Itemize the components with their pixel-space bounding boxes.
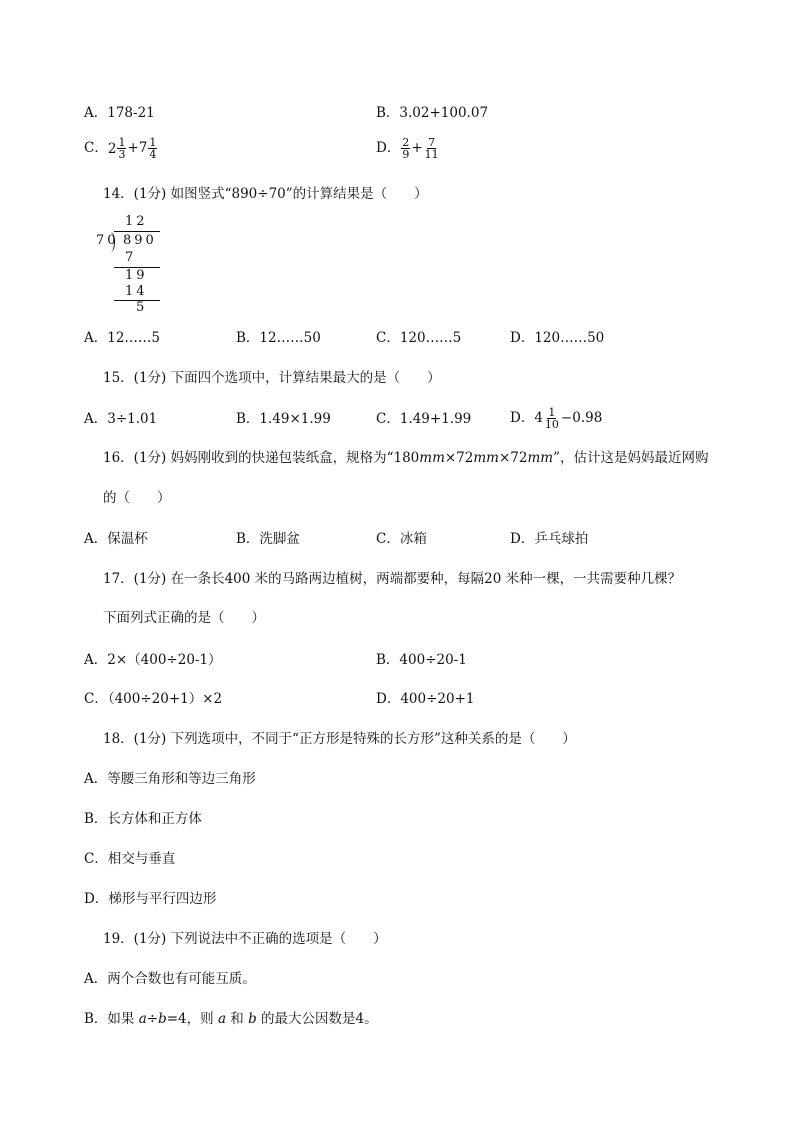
division-divisor: 70	[96, 233, 119, 248]
q14-option-b: B．12……50	[236, 330, 321, 346]
division-step3: 14	[125, 284, 148, 299]
division-bracket	[106, 232, 115, 252]
q16-stem-line2: 的（ ）	[103, 490, 171, 506]
q15-option-d: D．4 $\frac{1}{10}$ −0.98	[510, 406, 603, 431]
division-remainder: 5	[136, 300, 148, 315]
q13-option-c-label: C．	[84, 140, 108, 156]
q14-option-d: D．120……50	[510, 330, 605, 346]
q18-stem: 18．(1分) 下列选项中，不同于“正方形是特殊的长方形”这种关系的是（ ）	[103, 731, 576, 747]
q16-option-b: B．洗脚盆	[236, 531, 300, 547]
q17-option-c: C．（400÷20+1）×2	[84, 691, 223, 707]
q16-option-d: D．乒乓球拍	[510, 531, 589, 547]
q15-option-c: C．1.49+1.99	[376, 411, 472, 427]
q15-option-a: A．3÷1.01	[84, 411, 158, 427]
q15-stem: 15．(1分) 下面四个选项中，计算结果最大的是（ ）	[103, 370, 441, 386]
q16-option-a: A．保温杯	[84, 531, 148, 547]
division-top-bar	[114, 231, 160, 232]
q14-long-division	[96, 214, 176, 314]
q17-stem-line1: 17．(1分) 在一条长400 米的马路两边植树，两端都要种，每隔20 米种一棵，一共需要种几棵？	[103, 571, 682, 587]
q18-option-b: B．长方体和正方体	[84, 811, 202, 827]
q14-option-a: A．12……5	[84, 330, 161, 346]
q14-option-c: C．120……5	[376, 330, 462, 346]
q18-option-d: D．梯形与平行四边形	[84, 891, 217, 907]
q18-option-a: A．等腰三角形和等边三角形	[84, 771, 256, 787]
q13-option-b: B．3.02+100.07	[376, 105, 489, 121]
q13-option-c: C． 2 $\frac{1}{3}$ +7 $\frac{1}{4}$	[84, 136, 157, 161]
q14-stem: 14．(1分) 如图竖式“890÷70”的计算结果是（ ）	[103, 186, 428, 202]
q17-option-d: D．400÷20+1	[376, 691, 475, 707]
q13-option-c-frac2: $\frac{1}{4}$	[149, 136, 157, 161]
q13-option-c-mixed1: 2 $\frac{1}{3}$	[107, 136, 126, 161]
q16-stem-line1: 16．(1分) 妈妈刚收到的快递包装纸盒，规格为“180mm×72mm×72mm”，估计这是妈妈最近网购	[103, 450, 709, 466]
q17-option-b: B．400÷20-1	[376, 652, 467, 668]
division-step1: 7	[125, 250, 137, 265]
q16-option-c: C．冰箱	[376, 531, 427, 547]
division-quotient: 12	[125, 214, 148, 229]
q19-stem: 19．(1分) 下列说法中不正确的选项是（ ）	[103, 931, 387, 947]
q19-option-a: A．两个合数也有可能互质。	[84, 971, 256, 987]
q18-option-c: C．相交与垂直	[84, 851, 176, 867]
q17-option-a: A．2×（400÷20-1）	[84, 652, 222, 668]
q15-option-b: B．1.49×1.99	[236, 411, 331, 427]
division-step2: 19	[125, 268, 148, 283]
division-dividend: 890	[123, 233, 157, 248]
q19-option-b: B．如果 a÷b=4，则 a 和 b 的最大公因数是4。	[84, 1011, 378, 1027]
q13-option-d: D． $\frac{2}{9}$ + $\frac{7}{11}$	[376, 136, 439, 161]
q17-stem-line2: 下面列式正确的是（ ）	[103, 610, 265, 626]
q13-option-a: A．178-21	[84, 105, 155, 121]
